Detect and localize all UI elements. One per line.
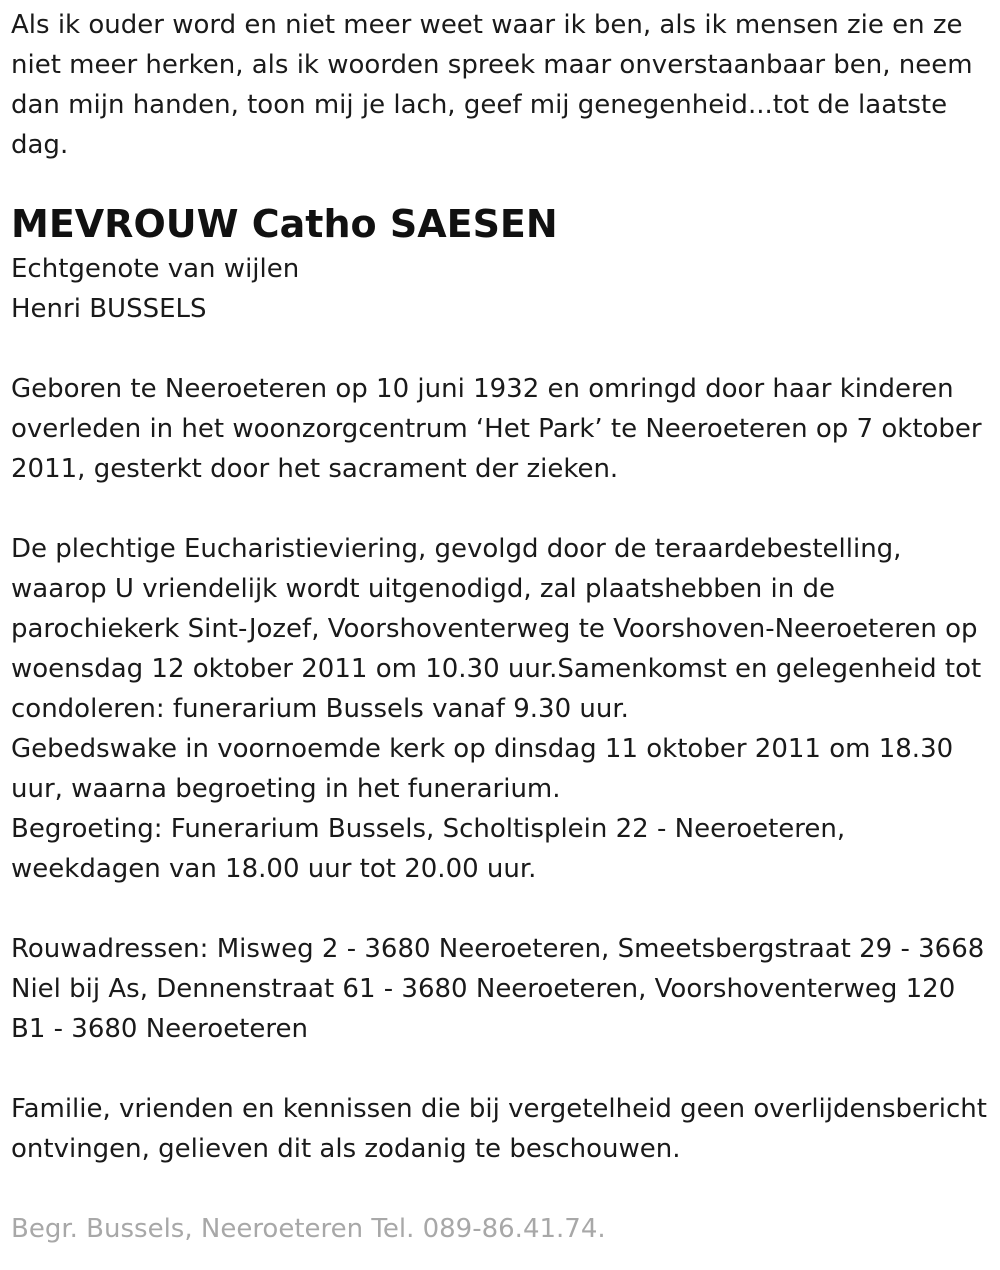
intro-poem: Als ik ouder word en niet meer weet waar ik ben, als ik mensen zie en ze niet meer herken, als ik woorden spreek maar onverstaanbaar ben, neem dan mijn handen, toon mij je lach, geef mij genegenheid...tot de laatste dag.: [11, 10, 973, 160]
spouse-info: [11, 249, 990, 329]
birth-death-paragraph: Geboren te Neeroeteren op 10 juni 1932 en omringd door haar kinderen overleden in het woonzorgcentrum ‘Het Park’ te Neeroeteren op 7 oktober 2011, gesterkt door het sacrament der zieken.: [11, 374, 982, 484]
ceremony-section: [11, 529, 990, 889]
deceased-name: MEVROUW Catho SAESEN: [11, 202, 558, 246]
visitation-text: Begroeting: Funerarium Bussels, Scholtisplein 22 - Neeroeteren, weekdagen van 18.00 uur tot 20.00 uur.: [11, 814, 846, 884]
spouse-line-1: Echtgenote van wijlen: [11, 254, 300, 284]
funeral-mass-text: De plechtige Eucharistieviering, gevolgd door de teraardebestelling, waarop U vriendelijk wordt uitgenodigd, zal plaatshebben in de parochiekerk Sint-Jozef, Voorshoventerweg te Voorshoven-Neeroeteren op woensdag 12 oktober 2011 om 10.30 uur.Samenkomst en gelegenheid tot condoleren: funerarium Bussels vanaf 9.30 uur.: [11, 534, 982, 724]
vigil-text: Gebedswake in voornoemde kerk op dinsdag 11 oktober 2011 om 18.30 uur, waarna begroeting in het funerarium.: [11, 734, 954, 804]
funeral-home-footer: Begr. Bussels, Neeroeteren Tel. 089-86.41.74.: [11, 1214, 606, 1244]
spouse-line-2: Henri BUSSELS: [11, 294, 207, 324]
mourning-addresses: Rouwadressen: Misweg 2 - 3680 Neeroeteren, Smeetsbergstraat 29 - 3668 Niel bij As, Dennenstraat 61 - 3680 Neeroeteren, Voorshoventerweg 120 B1 - 3680 Neeroeteren: [11, 934, 985, 1044]
closing-note: Familie, vrienden en kennissen die bij vergetelheid geen overlijdensbericht ontvingen, gelieven dit als zodanig te beschouwen.: [11, 1094, 987, 1164]
